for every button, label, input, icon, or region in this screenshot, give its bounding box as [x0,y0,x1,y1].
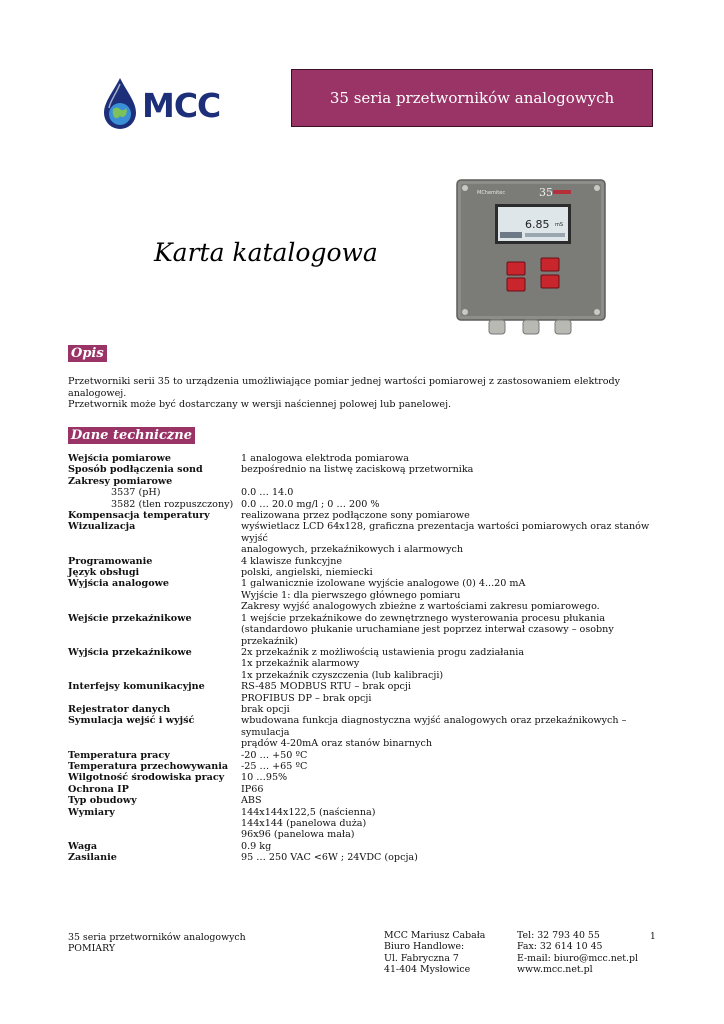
spec-row [68,521,668,555]
spec-row [68,499,668,510]
spec-value-line: wyświetlacz LCD 64x128, graficzna prezentacja wartości pomiarowych oraz stanów wyjść [241,521,650,544]
spec-value [241,647,668,681]
spec-row [68,704,668,715]
spec-label: Rejestrator danych [68,703,171,715]
spec-label: Kompensacja temperatury [68,510,210,522]
spec-value-line: 96x96 (panelowa mała) [241,829,355,841]
footer-contact [517,930,638,976]
spec-value-line: RS-485 MODBUS RTU – brak opcji [241,681,411,693]
spec-label: 3582 (tlen rozpuszczony) [111,498,234,510]
spec-value [241,795,668,806]
spec-row [68,464,668,475]
spec-value-line: Wyjście 1: dla pierwszego głównego pomiaru [241,589,461,601]
spec-row [68,453,668,464]
spec-row [68,510,668,521]
spec-value-line: PROFIBUS DP – brak opcji [241,692,372,704]
spec-label: Ochrona IP [68,783,129,795]
spec-row [68,841,668,852]
spec-value-line: prądów 4-20mA oraz stanów binarnych [241,738,432,750]
spec-row [68,784,668,795]
device-model: 35 [539,186,553,199]
description-line: Przetworniki serii 35 to urządzenia umożliwiające pomiar jednej wartości pomiarowej z zastosowaniem elektrody analogowej. [68,376,621,399]
banner-text: 35 seria przetworników analogowych [329,89,615,107]
spec-row [68,556,668,567]
spec-value-line: 0.9 kg [241,840,272,852]
water-drop-globe-icon [100,76,140,132]
spec-value-line: Zakresy wyjść analogowych zbieżne z wartościami zakresu pomiarowego. [241,601,600,613]
spec-value-line: 95 … 250 VAC <6W ; 24VDC (opcja) [241,852,418,864]
footer-office: Biuro Handlowe: [384,941,465,953]
function-key-2[interactable] [541,258,559,271]
footer-company: MCC Mariusz Cabała [384,930,486,941]
logo-wordmark: MCC [142,86,221,125]
spec-value-line: 4 klawisze funkcyjne [241,555,343,567]
spec-value [241,476,668,487]
spec-label: Wilgotność środowiska pracy [68,772,225,784]
spec-row [68,476,668,487]
display-unit: mS [555,222,564,228]
spec-label: 3537 (pH) [111,487,161,499]
spec-label: Wyjścia analogowe [68,578,169,590]
spec-value [241,453,668,464]
spec-label: Wyjścia przekaźnikowe [68,646,192,658]
spec-value-line: wbudowana funkcja diagnostyczna wyjść analogowych oraz przekaźnikowych – symulacja [241,715,627,738]
spec-row [68,647,668,681]
spec-row [68,750,668,761]
spec-label: Wejścia pomiarowe [68,453,171,464]
spec-value-line: 1 wejście przekaźnikowe do zewnętrznego wysterowania procesu płukania [241,612,606,624]
header-banner [291,69,653,127]
footer-street: Ul. Fabryczna 7 [384,952,459,964]
device-photo [455,178,607,338]
spec-label: Wejście przekaźnikowe [68,612,192,624]
spec-row [68,795,668,806]
spec-value-line: polski, angielski, niemiecki [241,567,373,579]
spec-value-line: realizowana przez podłączone sony pomiarowe [241,510,470,522]
description-line: Przetwornik może być dostarczany w wersji naściennej polowej lub panelowej. [68,399,452,410]
spec-value-line: 0.0 … 20.0 mg/l ; 0 … 200 % [241,498,380,510]
spec-label: Programowanie [68,555,153,567]
spec-label: Symulacja wejść i wyjść [68,715,195,727]
spec-value [241,715,668,749]
spec-value [241,750,668,761]
spec-row [68,852,668,863]
spec-row [68,807,668,841]
spec-value-line: 1x przekaźnik czyszczenia (lub kalibracji) [241,669,444,681]
spec-value-line: analogowych, przekaźnikowych i alarmowych [241,544,464,556]
spec-value-line: IP66 [241,783,264,795]
spec-value-line: ABS [241,795,262,807]
spec-row [68,613,668,647]
spec-row [68,567,668,578]
spec-value [241,784,668,795]
display-value: 6.85 [525,218,550,231]
function-key-4[interactable] [541,275,559,288]
spec-row [68,681,668,704]
spec-value [241,567,668,578]
spec-value-line: brak opcji [241,703,290,715]
spec-label: Zasilanie [68,852,117,864]
spec-label: Język obsługi [68,567,140,579]
device-brand: MChemitec [477,190,506,196]
spec-value [241,761,668,772]
section-heading-opis: Opis [68,345,107,362]
spec-value-line: 0.0 … 14.0 [241,487,294,499]
spec-row [68,761,668,772]
spec-value-line: 144x144 (panelowa duża) [241,818,367,829]
spec-label: Wizualizacja [68,521,136,533]
spec-value [241,613,668,647]
spec-row [68,715,668,749]
spec-value [241,772,668,783]
spec-value-line: 1x przekaźnik alarmowy [241,658,360,670]
spec-value-line: 2x przekaźnik z możliwością ustawienia progu zadziałania [241,646,525,658]
spec-label: Interfejsy komunikacyjne [68,681,205,693]
page-number: 1 [650,932,656,942]
spec-value [241,487,668,498]
footer-email[interactable]: E-mail: biuro@mcc.net.pl [517,952,639,964]
spec-value [241,704,668,715]
spec-label: Temperatura pracy [68,749,170,761]
spec-label: Zakresy pomiarowe [68,475,173,487]
spec-row [68,578,668,612]
footer-website[interactable]: www.mcc.net.pl [517,964,593,976]
spec-value [241,578,668,612]
company-logo [100,76,230,132]
spec-value-line: 144x144x122,5 (naścienna) [241,806,376,818]
spec-value-line: -20 … +50 ºC [241,749,308,761]
spec-value-line: (standardowo płukanie uruchamiane jest poprzez interwał czasowy – osobny przekaźnik) [241,624,614,647]
spec-value-line: 1 analogowa elektroda pomiarowa [241,453,409,464]
spec-label: Sposób podłączenia sond [68,464,203,476]
spec-label: Temperatura przechowywania [68,760,229,772]
footer-address [384,930,485,976]
footer-category: POMIARY [68,943,116,955]
spec-label: Wymiary [68,806,115,818]
footer-series: 35 seria przetworników analogowych [68,932,246,943]
spec-value [241,464,668,475]
footer-phone: Tel: 32 793 40 55 [517,930,600,941]
footer-fax: Fax: 32 614 10 45 [517,941,603,953]
section-heading-specs: Dane techniczne [68,427,195,444]
spec-value [241,521,668,555]
spec-label: Typ obudowy [68,795,137,807]
spec-value-line: 1 galwanicznie izolowane wyjście analogowe (0) 4...20 mA [241,578,526,590]
spec-table [68,453,668,864]
footer-left [68,932,246,955]
spec-row [68,772,668,783]
spec-value-line: 10 …95% [241,772,288,784]
spec-value [241,852,668,863]
spec-label: Waga [68,840,98,852]
spec-row [68,487,668,498]
page-title: Karta katalogowa [154,238,378,267]
spec-value [241,510,668,521]
spec-value-line [241,476,668,487]
function-key-3[interactable] [507,278,525,291]
spec-value-line: -25 … +65 ºC [241,760,308,772]
spec-value [241,681,668,704]
spec-value [241,499,668,510]
spec-value [241,841,668,852]
description-text [68,376,668,411]
footer-city: 41-404 Mysłowice [384,964,471,976]
spec-value-line: bezpośrednio na listwę zaciskową przetwornika [241,464,474,476]
function-key-1[interactable] [507,262,525,275]
spec-value [241,556,668,567]
spec-value [241,807,668,841]
